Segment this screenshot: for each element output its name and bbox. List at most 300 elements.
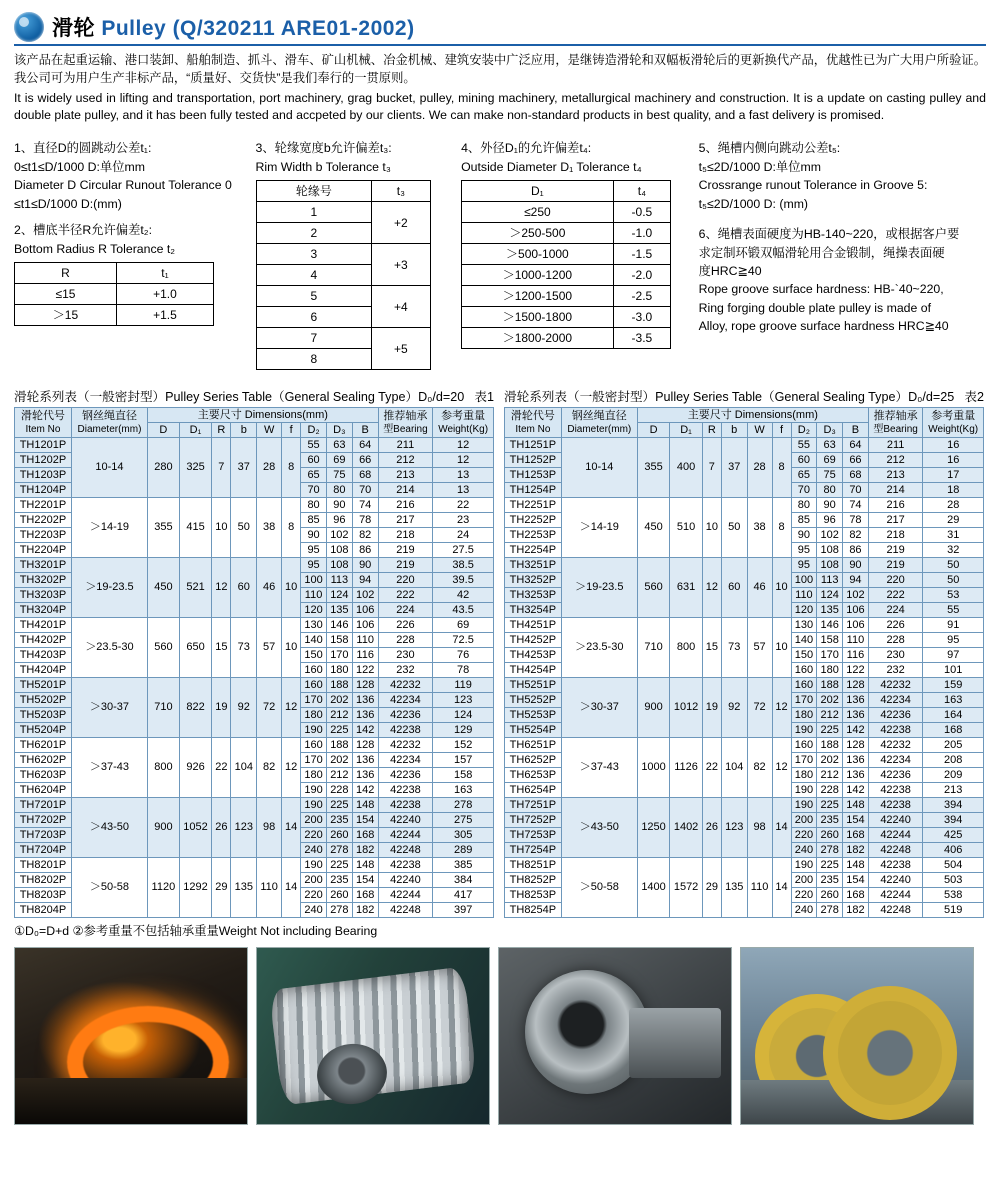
cell-D3: 202 — [817, 693, 843, 708]
cell-item-no: TH3252P — [505, 573, 562, 588]
cell-D2: 120 — [301, 603, 327, 618]
cell-item-no: TH2201P — [15, 498, 72, 513]
th-t4: t₄ — [613, 181, 670, 202]
cell-bearing: 228 — [378, 633, 433, 648]
cell-bearing: 216 — [378, 498, 433, 513]
cell-bearing: 42238 — [378, 723, 433, 738]
cell-D: 900 — [637, 678, 670, 738]
cell-B: 136 — [352, 753, 378, 768]
tolerance-col-2 — [256, 139, 452, 370]
cell-D2: 190 — [301, 723, 327, 738]
cell-item-no: TH2252P — [505, 513, 562, 528]
cell-D2: 170 — [301, 693, 327, 708]
col-B: B — [352, 423, 378, 438]
t3-line-en: Rim Width b Tolerance t₃ — [255, 159, 391, 174]
cell-weight: 78 — [433, 663, 494, 678]
cell-item-no: TH5203P — [15, 708, 72, 723]
cell-item-no: TH6201P — [15, 738, 72, 753]
cell-bearing: 226 — [378, 618, 433, 633]
t6-cn1: 6、绳槽表面硬度为HB-140~220，或根据客户要 — [698, 227, 960, 242]
cell-W: 110 — [747, 858, 772, 918]
cell-D1: 1126 — [670, 738, 703, 798]
table-row — [15, 283, 214, 304]
cell-D3: 96 — [817, 513, 843, 528]
cell-rope-diameter: ＞37-43 — [71, 738, 147, 798]
photo-yard-large-pulleys — [740, 947, 974, 1125]
intro-cn: 该产品在起重运输、港口装卸、船舶制造、抓斗、滑车、矿山机械、冶金机械、建筑安装中广泛应用，是继铸造滑轮和双幅板滑轮后的更新换代产品，优越性已为广大用户所验证。我公司可为用户生产非标产品，“质量好、交货快”是我们奉行的一贯原则。 — [14, 53, 986, 85]
cell-B: 154 — [352, 813, 378, 828]
cell-item-no: TH1204P — [15, 483, 72, 498]
cell-rim-no: 4 — [256, 265, 372, 286]
cell-D3: 102 — [326, 528, 352, 543]
cell-D2: 140 — [791, 633, 817, 648]
col-D: D — [637, 423, 670, 438]
cell-D2: 190 — [301, 858, 327, 873]
cell-W: 110 — [257, 858, 282, 918]
cell-bearing: 42248 — [378, 903, 433, 918]
t6-en3: Alloy, rope groove surface hardness HRC≧40 — [698, 319, 949, 334]
cell-item-no: TH4201P — [15, 618, 72, 633]
t6-en2: Ring forging double plate pulley is made of — [698, 300, 932, 315]
cell-D2: 70 — [301, 483, 327, 498]
cell-D2: 85 — [301, 513, 327, 528]
header-divider — [14, 44, 986, 46]
cell-f: 14 — [772, 798, 791, 858]
cell-D2: 240 — [301, 843, 327, 858]
cell-D3: 228 — [817, 783, 843, 798]
cell-weight: 50 — [923, 573, 984, 588]
cell-D3: 202 — [817, 753, 843, 768]
cell-bearing: 213 — [868, 468, 923, 483]
cell-f: 8 — [772, 438, 791, 498]
cell-weight: 18 — [923, 483, 984, 498]
table-row — [505, 738, 984, 753]
col-W: W — [747, 423, 772, 438]
tolerance-section — [14, 139, 986, 370]
cell-item-no: TH3254P — [505, 603, 562, 618]
cell-D: 710 — [148, 678, 180, 738]
cell-weight: 425 — [923, 828, 984, 843]
cell-D2: 110 — [301, 588, 327, 603]
cell-bearing: 42240 — [378, 873, 433, 888]
photo-pulley-stack — [256, 947, 490, 1125]
cell-rope-diameter: ＞43-50 — [71, 798, 147, 858]
series-table-1 — [14, 407, 494, 918]
cell-t: +1.5 — [116, 304, 213, 325]
cell-B: 66 — [843, 453, 869, 468]
cell-D3: 124 — [817, 588, 843, 603]
th-R: R — [15, 262, 117, 283]
cell-B: 106 — [843, 603, 869, 618]
cell-bearing: 217 — [868, 513, 923, 528]
cell-R: ＞15 — [15, 304, 117, 325]
cell-bearing: 42236 — [868, 708, 923, 723]
cell-D3: 90 — [326, 498, 352, 513]
cell-D3: 235 — [817, 813, 843, 828]
cell-weight: 55 — [923, 603, 984, 618]
table-row — [462, 307, 671, 328]
cell-D3: 212 — [326, 768, 352, 783]
col-D₂: D₂ — [791, 423, 817, 438]
cell-item-no: TH1253P — [505, 468, 562, 483]
cell-bearing: 42244 — [868, 828, 923, 843]
cell-weight: 278 — [433, 798, 494, 813]
cell-weight: 163 — [923, 693, 984, 708]
cell-D2: 180 — [301, 768, 327, 783]
cell-item-no: TH6204P — [15, 783, 72, 798]
cell-bearing: 224 — [868, 603, 923, 618]
cell-t4: -1.0 — [613, 223, 670, 244]
cell-weight: 16 — [923, 453, 984, 468]
cell-R: 22 — [702, 738, 721, 798]
table-row — [15, 558, 494, 573]
cell-item-no: TH8204P — [15, 903, 72, 918]
cell-D3: 108 — [817, 543, 843, 558]
cell-f: 10 — [282, 618, 301, 678]
tolerance-col-1 — [14, 139, 246, 370]
series-tables-section — [14, 386, 986, 918]
cell-D2: 110 — [791, 588, 817, 603]
cell-D3: 202 — [326, 693, 352, 708]
cell-D3: 146 — [817, 618, 843, 633]
cell-weight: 129 — [433, 723, 494, 738]
cell-B: 128 — [843, 678, 869, 693]
cell-bearing: 42234 — [868, 693, 923, 708]
cell-D3: 158 — [817, 633, 843, 648]
cell-D2: 130 — [301, 618, 327, 633]
cell-D2: 200 — [791, 813, 817, 828]
cell-B: 94 — [843, 573, 869, 588]
col-item-no: 滑轮代号 Item No — [15, 408, 72, 438]
cell-rope-diameter: ＞43-50 — [561, 798, 637, 858]
cell-B: 182 — [352, 903, 378, 918]
cell-b: 50 — [231, 498, 257, 558]
col-weight: 参考重量 Weight(Kg) — [923, 408, 984, 438]
cell-bearing: 228 — [868, 633, 923, 648]
cell-D: 710 — [637, 618, 670, 678]
table-row — [505, 558, 984, 573]
cell-D2: 55 — [791, 438, 817, 453]
cell-b: 92 — [721, 678, 747, 738]
cell-D1: 1572 — [670, 858, 703, 918]
cell-R: 7 — [212, 438, 231, 498]
cell-D2: 130 — [791, 618, 817, 633]
cell-D: 450 — [637, 498, 670, 558]
cell-D3: 135 — [817, 603, 843, 618]
cell-t4: -1.5 — [613, 244, 670, 265]
cell-D3: 63 — [817, 438, 843, 453]
cell-B: 136 — [843, 708, 869, 723]
table-row — [15, 498, 494, 513]
col-bearing: 推荐轴承 型Bearing — [378, 408, 433, 438]
cell-weight: 504 — [923, 858, 984, 873]
cell-weight: 159 — [923, 678, 984, 693]
cell-D3: 202 — [326, 753, 352, 768]
cell-item-no: TH1203P — [15, 468, 72, 483]
cell-D1: 650 — [179, 618, 212, 678]
cell-D1: 415 — [179, 498, 212, 558]
page-title — [52, 12, 415, 42]
cell-B: 136 — [352, 708, 378, 723]
cell-D1: 1012 — [670, 678, 703, 738]
cell-item-no: TH4251P — [505, 618, 562, 633]
table-row — [462, 265, 671, 286]
cell-R: 29 — [212, 858, 231, 918]
cell-item-no: TH5251P — [505, 678, 562, 693]
cell-item-no: TH7251P — [505, 798, 562, 813]
col-W: W — [257, 423, 282, 438]
cell-D1: ＞1000-1200 — [462, 265, 614, 286]
cell-B: 136 — [843, 693, 869, 708]
cell-weight: 152 — [433, 738, 494, 753]
cell-B: 182 — [843, 903, 869, 918]
cell-D2: 120 — [791, 603, 817, 618]
cell-weight: 13 — [433, 483, 494, 498]
cell-D1: ＞250-500 — [462, 223, 614, 244]
cell-R: 22 — [212, 738, 231, 798]
cell-item-no: TH6202P — [15, 753, 72, 768]
cell-f: 14 — [772, 858, 791, 918]
cell-t: +1.0 — [116, 283, 213, 304]
cell-b: 73 — [231, 618, 257, 678]
cell-weight: 289 — [433, 843, 494, 858]
cell-D2: 95 — [791, 543, 817, 558]
col-B: B — [843, 423, 869, 438]
table-row — [505, 498, 984, 513]
cell-item-no: TH4253P — [505, 648, 562, 663]
cell-f: 10 — [772, 558, 791, 618]
cell-rim-no: 1 — [256, 202, 372, 223]
cell-D1: 325 — [179, 438, 212, 498]
cell-D2: 95 — [301, 543, 327, 558]
cell-weight: 209 — [923, 768, 984, 783]
cell-weight: 519 — [923, 903, 984, 918]
cell-D2: 85 — [791, 513, 817, 528]
cell-t3: +4 — [372, 286, 430, 328]
cell-weight: 42 — [433, 588, 494, 603]
cell-D: 355 — [637, 438, 670, 498]
cell-item-no: TH8253P — [505, 888, 562, 903]
cell-item-no: TH3202P — [15, 573, 72, 588]
cell-t3: +3 — [372, 244, 430, 286]
t6-cn2: 求定制环锻双幅滑轮用合金锻制，绳操表面硬 — [698, 245, 945, 260]
col-rope-diameter: 钢丝绳直径 Diameter(mm) — [71, 408, 147, 438]
table-row — [462, 328, 671, 349]
photo-strip — [14, 947, 986, 1125]
cell-item-no: TH3203P — [15, 588, 72, 603]
cell-weight: 394 — [923, 813, 984, 828]
table-row — [15, 438, 494, 453]
cell-weight: 213 — [923, 783, 984, 798]
cell-D3: 225 — [817, 858, 843, 873]
cell-weight: 538 — [923, 888, 984, 903]
cell-item-no: TH2203P — [15, 528, 72, 543]
series-table-2-wrap — [504, 386, 984, 918]
cell-item-no: TH7252P — [505, 813, 562, 828]
cell-B: 154 — [352, 873, 378, 888]
cell-bearing: 219 — [868, 543, 923, 558]
table-row — [256, 328, 430, 349]
col-D₁: D₁ — [179, 423, 212, 438]
cell-weight: 394 — [923, 798, 984, 813]
cell-item-no: TH1201P — [15, 438, 72, 453]
cell-item-no: TH7202P — [15, 813, 72, 828]
cell-D3: 108 — [326, 558, 352, 573]
cell-D3: 225 — [817, 798, 843, 813]
cell-b: 123 — [231, 798, 257, 858]
cell-t3: +2 — [372, 202, 430, 244]
col-f: f — [282, 423, 301, 438]
cell-D2: 160 — [301, 738, 327, 753]
cell-weight: 24 — [433, 528, 494, 543]
cell-b: 73 — [721, 618, 747, 678]
page-title-cn: 滑轮 — [52, 17, 95, 40]
cell-weight: 69 — [433, 618, 494, 633]
cell-D2: 200 — [791, 873, 817, 888]
cell-R: 26 — [702, 798, 721, 858]
cell-bearing: 42248 — [868, 903, 923, 918]
cell-D1: 521 — [179, 558, 212, 618]
cell-t4: -2.0 — [613, 265, 670, 286]
cell-weight: 503 — [923, 873, 984, 888]
cell-D1: 800 — [670, 618, 703, 678]
cell-R: 15 — [212, 618, 231, 678]
cell-D2: 240 — [301, 903, 327, 918]
cell-rim-no: 6 — [256, 307, 372, 328]
table-outside-diameter — [461, 180, 671, 349]
cell-t3: +5 — [372, 328, 430, 370]
series-2-title-row — [504, 386, 984, 405]
cell-B: 70 — [352, 483, 378, 498]
cell-W: 28 — [747, 438, 772, 498]
cell-B: 148 — [843, 858, 869, 873]
cell-weight: 384 — [433, 873, 494, 888]
table-row — [462, 244, 671, 265]
cell-bearing: 214 — [378, 483, 433, 498]
cell-bearing: 42236 — [378, 708, 433, 723]
cell-item-no: TH8202P — [15, 873, 72, 888]
cell-bearing: 230 — [378, 648, 433, 663]
cell-B: 90 — [352, 558, 378, 573]
photo-forging-hot-ring — [14, 947, 248, 1125]
cell-item-no: TH5202P — [15, 693, 72, 708]
cell-weight: 275 — [433, 813, 494, 828]
cell-item-no: TH8203P — [15, 888, 72, 903]
cell-item-no: TH2254P — [505, 543, 562, 558]
cell-D3: 278 — [326, 843, 352, 858]
cell-bearing: 224 — [378, 603, 433, 618]
cell-D2: 170 — [791, 693, 817, 708]
cell-bearing: 42238 — [378, 858, 433, 873]
cell-bearing: 219 — [378, 543, 433, 558]
cell-item-no: TH7253P — [505, 828, 562, 843]
cell-D3: 102 — [817, 528, 843, 543]
t2-line-cn: 2、槽底半径R允许偏差t₂: — [14, 223, 152, 238]
cell-D2: 200 — [301, 813, 327, 828]
cell-D3: 113 — [326, 573, 352, 588]
cell-R: 10 — [212, 498, 231, 558]
cell-bearing: 42232 — [868, 738, 923, 753]
th-D1: D₁ — [462, 181, 614, 202]
cell-bearing: 42240 — [868, 813, 923, 828]
cell-item-no: TH6254P — [505, 783, 562, 798]
cell-D: 1250 — [637, 798, 670, 858]
cell-W: 28 — [257, 438, 282, 498]
cell-D3: 212 — [817, 768, 843, 783]
cell-D2: 60 — [301, 453, 327, 468]
cell-bearing: 42240 — [378, 813, 433, 828]
series-2-table-no: 表2 — [964, 390, 984, 405]
cell-D2: 220 — [301, 888, 327, 903]
cell-item-no: TH4254P — [505, 663, 562, 678]
cell-D2: 140 — [301, 633, 327, 648]
t4-line-cn: 4、外径D₁的允许偏差t₄: — [461, 141, 592, 156]
cell-bearing: 42238 — [378, 798, 433, 813]
cell-W: 98 — [257, 798, 282, 858]
cell-D3: 188 — [326, 678, 352, 693]
cell-b: 104 — [231, 738, 257, 798]
cell-bearing: 42238 — [868, 783, 923, 798]
cell-bearing: 219 — [378, 558, 433, 573]
cell-B: 122 — [843, 663, 869, 678]
cell-B: 128 — [843, 738, 869, 753]
cell-item-no: TH6252P — [505, 753, 562, 768]
t1-line-en2: ≤t1≤D/1000 D:(mm) — [14, 196, 122, 211]
cell-rope-diameter: ＞14-19 — [561, 498, 637, 558]
cell-D2: 190 — [301, 798, 327, 813]
cell-D3: 158 — [326, 633, 352, 648]
cell-D2: 180 — [791, 708, 817, 723]
cell-D3: 188 — [817, 678, 843, 693]
cell-weight: 205 — [923, 738, 984, 753]
cell-B: 66 — [352, 453, 378, 468]
cell-D1: 822 — [179, 678, 212, 738]
col-rope-diameter: 钢丝绳直径 Diameter(mm) — [561, 408, 637, 438]
cell-item-no: TH8254P — [505, 903, 562, 918]
cell-rope-diameter: ＞37-43 — [561, 738, 637, 798]
cell-R: 19 — [212, 678, 231, 738]
cell-bearing: 42232 — [378, 738, 433, 753]
cell-B: 106 — [352, 603, 378, 618]
cell-item-no: TH1202P — [15, 453, 72, 468]
cell-f: 12 — [772, 678, 791, 738]
cell-D1: 400 — [670, 438, 703, 498]
cell-D3: 225 — [817, 723, 843, 738]
series-table-2 — [504, 407, 984, 918]
cell-R: 19 — [702, 678, 721, 738]
cell-weight: 164 — [923, 708, 984, 723]
cell-bearing: 220 — [378, 573, 433, 588]
cell-item-no: TH8252P — [505, 873, 562, 888]
table-row — [15, 618, 494, 633]
cell-D3: 278 — [817, 843, 843, 858]
cell-item-no: TH3201P — [15, 558, 72, 573]
cell-D2: 170 — [791, 753, 817, 768]
cell-D3: 260 — [817, 888, 843, 903]
cell-bearing: 42238 — [378, 783, 433, 798]
cell-B: 110 — [843, 633, 869, 648]
cell-b: 37 — [721, 438, 747, 498]
cell-bearing: 222 — [378, 588, 433, 603]
cell-weight: 158 — [433, 768, 494, 783]
cell-weight: 16 — [923, 438, 984, 453]
cell-item-no: TH1254P — [505, 483, 562, 498]
cell-B: 82 — [843, 528, 869, 543]
cell-D1: 926 — [179, 738, 212, 798]
series-table-1-wrap — [14, 386, 494, 918]
cell-D: 560 — [148, 618, 180, 678]
cell-W: 57 — [257, 618, 282, 678]
